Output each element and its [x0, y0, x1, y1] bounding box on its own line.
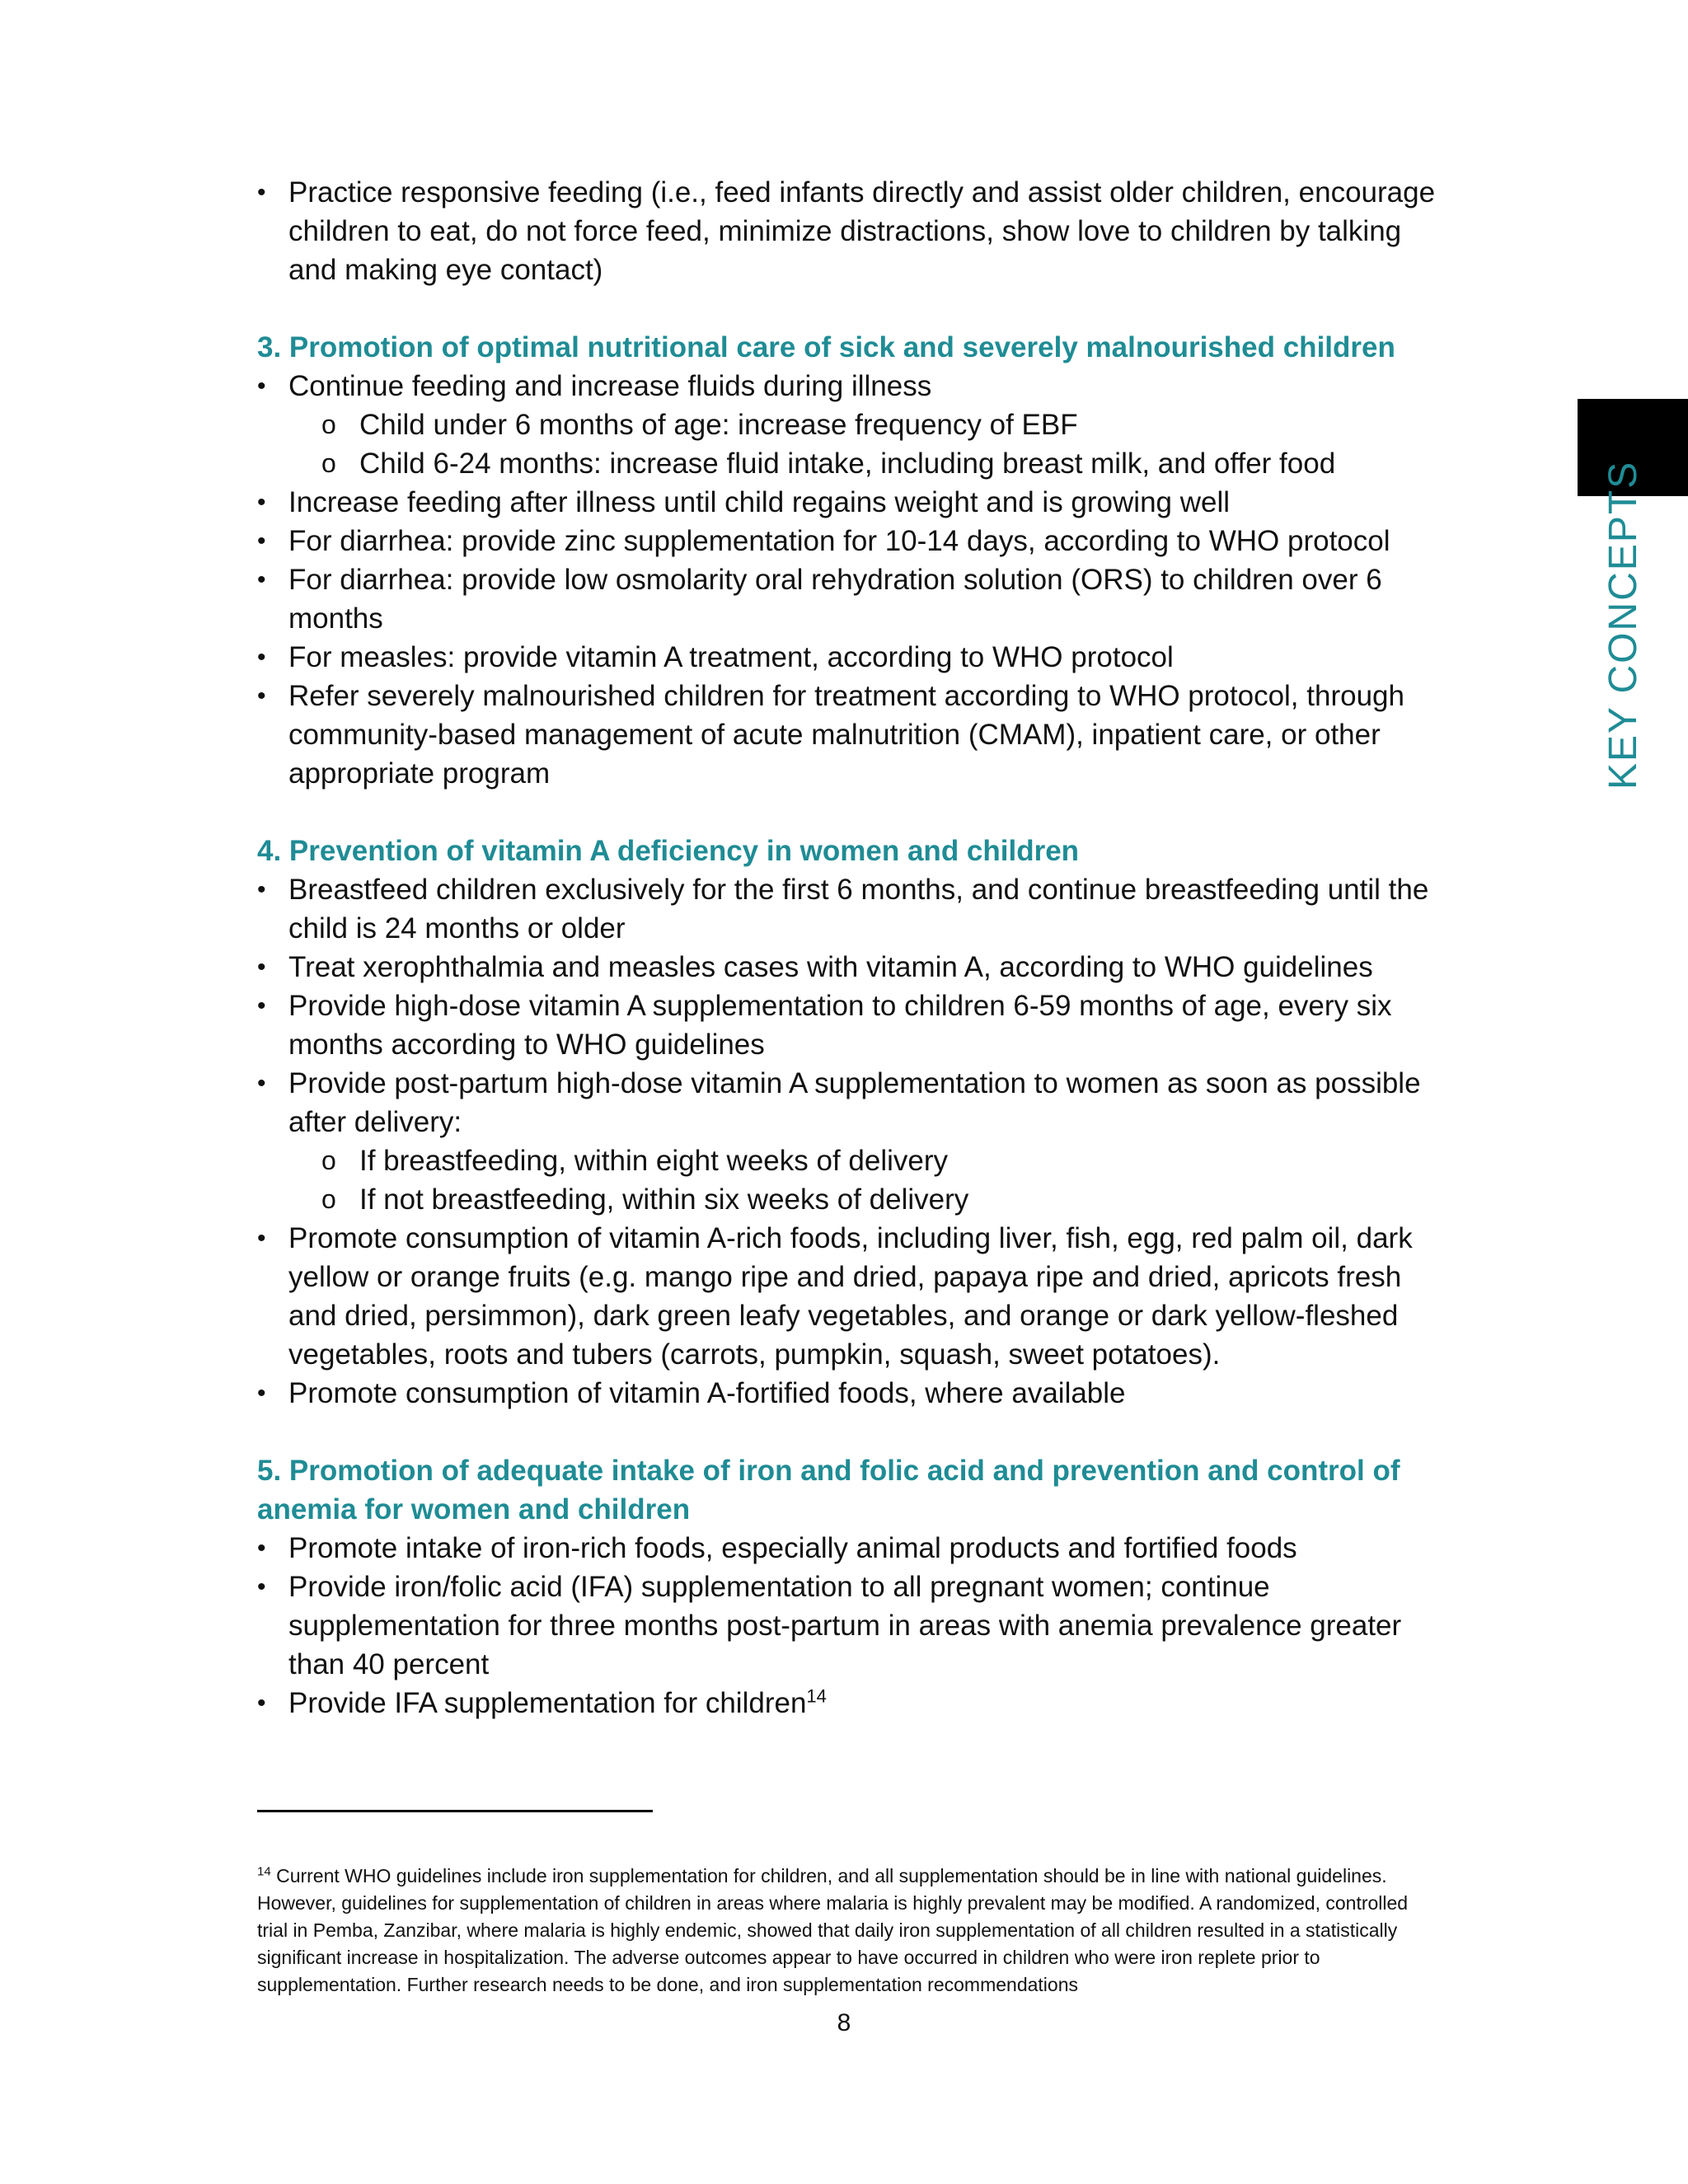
bullet-icon: •: [257, 527, 266, 555]
circle-bullet-icon: o: [321, 448, 336, 478]
section-heading-4: 4. Prevention of vitamin A deficiency in women and children: [257, 835, 1080, 867]
footnote-separator: [257, 1810, 653, 1812]
sub-list-item: o If breastfeeding, within eight weeks of delivery: [257, 1141, 1444, 1180]
bullet-icon: •: [257, 489, 266, 516]
bullet-icon: •: [257, 876, 266, 903]
sub-list-item: o Child under 6 months of age: increase frequency of EBF: [257, 405, 1444, 444]
bullet-icon: •: [257, 954, 266, 981]
footnote: [257, 1863, 1428, 1999]
bullet-icon: •: [257, 644, 266, 671]
list-item: • Increase feeding after illness until child regains weight and is growing well: [257, 483, 1444, 522]
footnote-marker: 14: [257, 1864, 271, 1879]
bullet-icon: •: [257, 1535, 266, 1562]
sub-list-item: o Child 6-24 months: increase fluid intake, including breast milk, and offer food: [257, 444, 1444, 483]
list-item: • Treat xerophthalmia and measles cases with vitamin A, according to WHO guidelines: [257, 948, 1444, 987]
bullet-icon: •: [257, 992, 266, 1019]
footnote-text: Current WHO guidelines include iron supplementation for children, and all supplementation should be in line with national guidelines. However, guidelines for supplementation of children in areas where malaria is highly prevalent may be modified. A randomized, controlled trial in Pemba, Zanzibar, where malaria is highly endemic, showed that daily iron supplementation of all children resulted in a statistically significant increase in hospitalization. The adverse outcomes appear to have occurred in children who were iron replete prior to supplementation. Further research needs to be done, and iron supplementation recommendations: [257, 1865, 1409, 1995]
page-number: 8: [837, 2009, 851, 2036]
list-item: • Promote intake of iron-rich foods, especially animal products and fortified foods: [257, 1529, 1444, 1568]
list-item: • Refer severely malnourished children for treatment according to WHO protocol, through community-based management of acute malnutrition (CMAM), inpatient care, or other appropriate program: [257, 677, 1444, 793]
list-item: • Provide post-partum high-dose vitamin A supplementation to women as soon as possible after delivery:: [257, 1064, 1444, 1141]
list-item: • Provide high-dose vitamin A supplementation to children 6-59 months of age, every six months according to WHO guidelines: [257, 987, 1444, 1064]
list-item: • For diarrhea: provide zinc supplementation for 10-14 days, according to WHO protocol: [257, 522, 1444, 560]
list-item: • Breastfeed children exclusively for the first 6 months, and continue breastfeeding until the child is 24 months or older: [257, 870, 1444, 948]
list-item: • Practice responsive feeding (i.e., feed infants directly and assist older children, encourage children to eat, do not force feed, minimize distractions, show love to children by talking and making eye contact): [257, 173, 1444, 289]
list-item: • Provide IFA supplementation for children$^{14}$: [257, 1684, 1444, 1722]
section-heading-5: 5. Promotion of adequate intake of iron and folic acid and prevention and control of anemia for women and children: [257, 1455, 1400, 1526]
list-item: • Continue feeding and increase fluids during illness: [257, 367, 1444, 405]
footnote-reference[interactable]: 14: [806, 1685, 827, 1707]
circle-bullet-icon: o: [321, 1184, 336, 1214]
sub-list-item: o If not breastfeeding, within six weeks of delivery: [257, 1180, 1444, 1219]
bullet-icon: •: [257, 373, 266, 400]
circle-bullet-icon: o: [321, 1146, 336, 1175]
page-content: [257, 173, 1444, 1722]
list-item: • For diarrhea: provide low osmolarity oral rehydration solution (ORS) to children over 6 months: [257, 560, 1444, 638]
bullet-icon: •: [257, 566, 266, 593]
bullet-icon: •: [257, 179, 266, 206]
bullet-icon: •: [257, 1573, 266, 1601]
circle-bullet-icon: o: [321, 410, 336, 439]
list-item: • Promote consumption of vitamin A-fortified foods, where available: [257, 1374, 1444, 1413]
section-heading-3: 3. Promotion of optimal nutritional care of sick and severely malnourished children: [257, 331, 1395, 363]
list-item: • Provide iron/folic acid (IFA) supplementation to all pregnant women; continue supplementation for three months post-partum in areas with anemia prevalence greater than 40 percent: [257, 1568, 1444, 1684]
bullet-icon: •: [257, 1690, 266, 1717]
bullet-icon: •: [257, 1380, 266, 1407]
bullet-icon: •: [257, 1070, 266, 1097]
list-item: • For measles: provide vitamin A treatment, according to WHO protocol: [257, 638, 1444, 677]
bullet-icon: •: [257, 682, 266, 710]
side-section-label: KEY CONCEPTS: [1601, 460, 1645, 790]
list-item: • Promote consumption of vitamin A-rich foods, including liver, fish, egg, red palm oil, dark yellow or orange fruits (e.g. mango ripe and dried, papaya ripe and dried, apricots fresh and dried, persimmon), dark green leafy vegetables, and orange or dark yellow-fleshed vegetables, roots and tubers (carrots, pumpkin, squash, sweet potatoes).: [257, 1219, 1444, 1374]
bullet-icon: •: [257, 1225, 266, 1252]
